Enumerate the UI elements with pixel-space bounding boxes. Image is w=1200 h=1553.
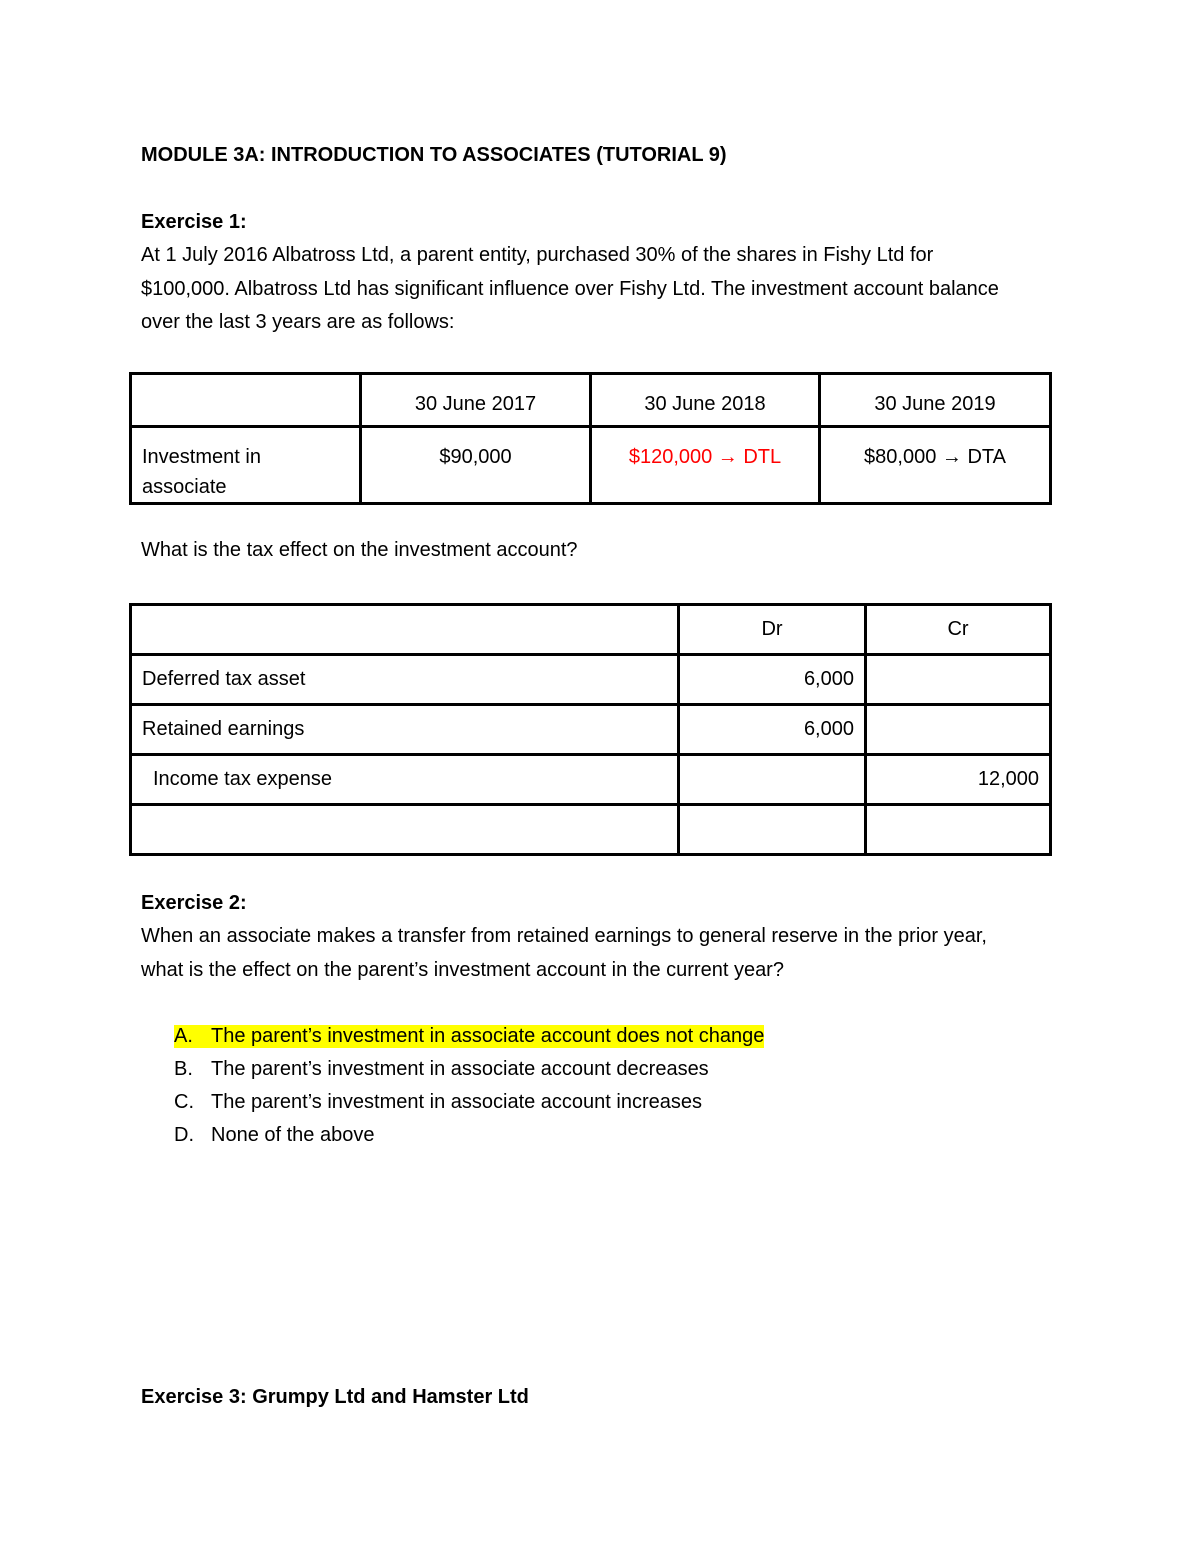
paragraph-line: over the last 3 years are as follows: bbox=[141, 311, 455, 333]
paragraph-line: what is the effect on the parent’s investment account in the current year? bbox=[141, 958, 784, 981]
paragraph-line: $100,000. Albatross Ltd has significant influence over Fishy Ltd. The investment account balance bbox=[141, 277, 999, 300]
journal-account: Income tax expense bbox=[131, 755, 679, 805]
journal-header-cr: Cr bbox=[866, 605, 1051, 655]
page-title: MODULE 3A: INTRODUCTION TO ASSOCIATES (TUTORIAL 9) bbox=[141, 144, 727, 166]
paragraph-line: When an associate makes a transfer from retained earnings to general reserve in the prior year, bbox=[141, 925, 987, 947]
journal-cr bbox=[866, 705, 1051, 755]
table-row bbox=[131, 705, 1051, 755]
option-text: The parent’s investment in associate account increases bbox=[211, 1091, 703, 1113]
paragraph-line: At 1 July 2016 Albatross Ltd, a parent entity, purchased 30% of the shares in Fishy Ltd for bbox=[141, 244, 934, 266]
journal-cr bbox=[866, 655, 1051, 705]
exercise-1-paragraph bbox=[141, 239, 1071, 340]
journal-header-cell bbox=[131, 605, 679, 655]
table-header-cell: 30 June 2017 bbox=[361, 374, 591, 427]
highlighted-answer bbox=[174, 1025, 764, 1048]
exercise-2-heading: Exercise 2: bbox=[141, 892, 247, 914]
table-row bbox=[131, 427, 1051, 504]
journal-entry-table bbox=[129, 603, 1052, 856]
table-cell: $90,000 bbox=[361, 427, 591, 504]
option-text: The parent’s investment in associate account decreases bbox=[211, 1058, 709, 1080]
list-item bbox=[174, 1020, 764, 1053]
journal-dr bbox=[679, 755, 866, 805]
table-header-cell bbox=[131, 374, 361, 427]
table-row bbox=[131, 755, 1051, 805]
journal-cr bbox=[866, 805, 1051, 855]
row-label: Investment in associate bbox=[131, 427, 361, 504]
table-header-cell: 30 June 2018 bbox=[591, 374, 820, 427]
list-item bbox=[174, 1119, 764, 1152]
investment-balance-table bbox=[129, 372, 1052, 505]
journal-dr: 6,000 bbox=[679, 705, 866, 755]
table-row bbox=[131, 805, 1051, 855]
journal-account: Retained earnings bbox=[131, 705, 679, 755]
exercise-1-question: What is the tax effect on the investment account? bbox=[141, 539, 578, 561]
journal-header-dr: Dr bbox=[679, 605, 866, 655]
list-item bbox=[174, 1086, 764, 1119]
journal-cr: 12,000 bbox=[866, 755, 1051, 805]
table-cell-dta: $80,000 → DTA bbox=[820, 427, 1051, 504]
journal-dr bbox=[679, 805, 866, 855]
journal-account: Deferred tax asset bbox=[131, 655, 679, 705]
table-cell-dtl: $120,000 → DTL bbox=[591, 427, 820, 504]
table-header-row bbox=[131, 374, 1051, 427]
option-letter: C. bbox=[174, 1091, 194, 1113]
table-header-cell: 30 June 2019 bbox=[820, 374, 1051, 427]
exercise-2-paragraph bbox=[141, 920, 1071, 987]
option-text: The parent’s investment in associate account does not change bbox=[211, 1025, 765, 1047]
table-row bbox=[131, 655, 1051, 705]
option-text: None of the above bbox=[211, 1124, 375, 1146]
option-letter: A. bbox=[174, 1025, 193, 1047]
journal-account bbox=[131, 805, 679, 855]
option-letter: B. bbox=[174, 1058, 193, 1080]
exercise-1-heading: Exercise 1: bbox=[141, 211, 247, 233]
journal-header-row bbox=[131, 605, 1051, 655]
exercise-3-heading: Exercise 3: Grumpy Ltd and Hamster Ltd bbox=[141, 1386, 529, 1408]
journal-dr: 6,000 bbox=[679, 655, 866, 705]
option-letter: D. bbox=[174, 1124, 194, 1146]
list-item bbox=[174, 1053, 764, 1086]
answer-options-list bbox=[174, 1020, 764, 1152]
